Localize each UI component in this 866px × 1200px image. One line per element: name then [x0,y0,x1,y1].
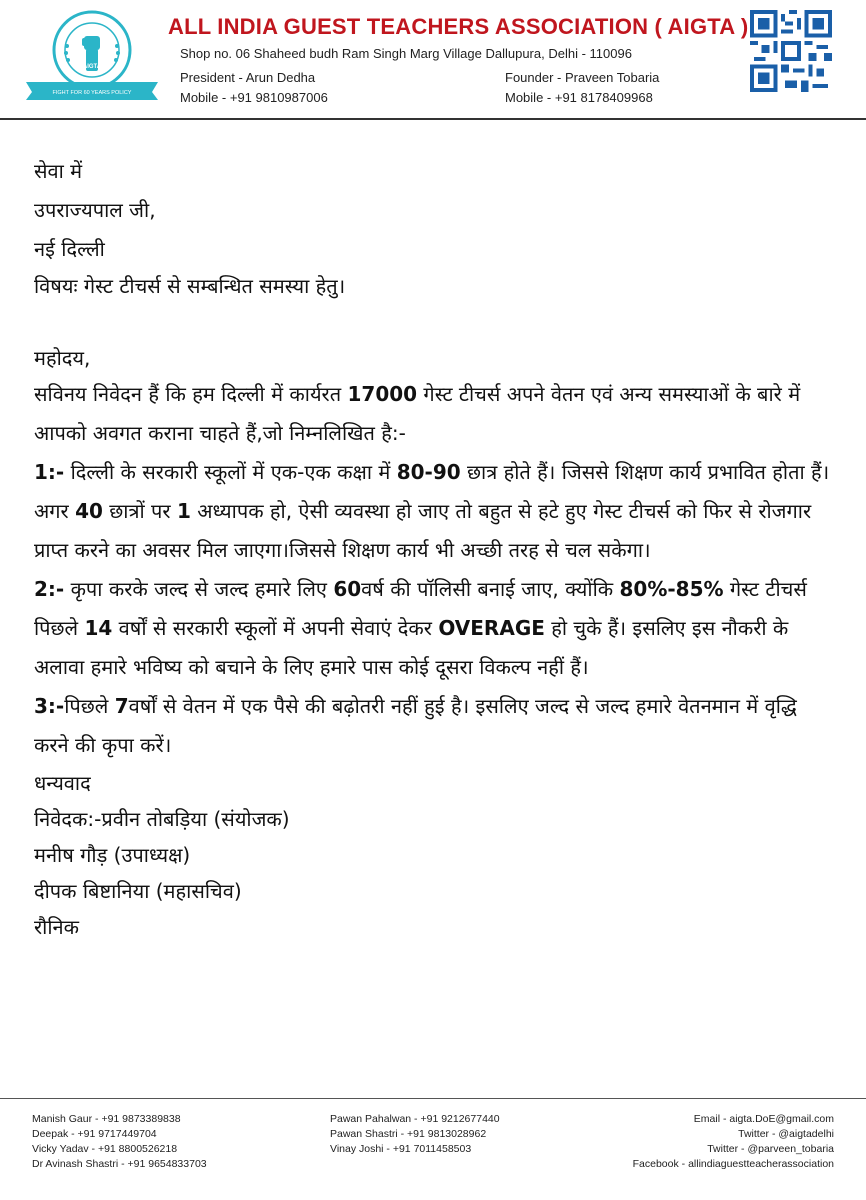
footer-twitter: Twitter - @parveen_tobaria [707,1143,834,1155]
footer-contact: Vicky Yadav - +91 8800526218 [32,1143,178,1155]
founder-mobile: Mobile - +91 8178409968 [505,90,653,105]
footer-contacts-middle [330,1112,500,1157]
svg-text:FIGHT FOR 60 YEARS POLICY: FIGHT FOR 60 YEARS POLICY [52,90,132,96]
footer-contact: Pawan Pahalwan - +91 9212677440 [330,1113,500,1125]
signatory: मनीष गौड़ (उपाध्यक्ष) [34,843,191,867]
thanks: धन्यवाद [34,771,91,795]
letter-body [34,156,834,945]
signatory: रौनिक [34,915,79,939]
subject-line: विषयः गेस्ट टीचर्स से सम्बन्धित समस्या हेतु। [34,274,346,298]
footer-contact: Vinay Joshi - +91 7011458503 [330,1143,472,1155]
aigta-logo [22,8,162,100]
founder-contact [505,68,659,108]
point-1: 1:- दिल्ली के सरकारी स्कूलों में एक-एक कक्षा में 80-90 छात्र होते हैं। जिससे शिक्षण कार्य प्रभावित होता हैं।अगर 40 छात्रों पर 1 अध्यापक हो, ऐसी व्यवस्था हो जाए तो बहुत से हटे हुए गेस्ट टीचर्स को फिर से रोजगार प्राप्त करने का अवसर मिल जाएगा।जिससे शिक्षण कार्य भी अच्छी तरह से चल सकेगा। [34,460,830,562]
footer-social [633,1112,834,1172]
footer-facebook: Facebook - allindiaguestteacherassociation [632,1158,834,1170]
svg-text:AIGTA: AIGTA [82,64,102,70]
footer-twitter: Twitter - @aigtadelhi [738,1128,834,1140]
point-2: 2:- कृपा करके जल्द से जल्द हमारे लिए 60वर्ष की पॉलिसी बनाई जाए, क्योंकि 80%-85% गेस्ट टीचर्स पिछले 14 वर्षों से सरकारी स्कूलों में अपनी सेवाएं देकर OVERAGE हो चुके हैं। इसलिए इस नौकरी के अलावा हमारे भविष्य को बचाने के लिए हमारे पास कोई दूसरा विकल्प नहीं हैं। [34,577,807,679]
signatory: दीपक बिष्टानिया (महासचिव) [34,879,242,903]
footer-contact: Deepak - +91 9717449704 [32,1128,157,1140]
organization-title: ALL INDIA GUEST TEACHERS ASSOCIATION ( AIGTA ) [168,14,749,39]
salutation-to: सेवा में [34,159,83,183]
footer-contact: Dr Avinash Shastri - +91 9654833703 [32,1158,207,1170]
footer-contact: Manish Gaur - +91 9873389838 [32,1113,181,1125]
header-divider [0,118,866,120]
recipient: उपराज्यपाल जी, [34,198,156,222]
footer-contact: Pawan Shastri - +91 9813028962 [330,1128,487,1140]
greeting: महोदय, [34,346,91,370]
intro-paragraph: सविनय निवेदन हैं कि हम दिल्ली में कार्यरत 17000 गेस्ट टीचर्स अपने वेतन एवं अन्य समस्याओं के बारे में आपको अवगत कराना चाहते हैं,जो निम्नलिखित है:- [34,382,801,445]
point-3: 3:-पिछले 7वर्षों से वेतन में एक पैसे की बढ़ोतरी नहीं हुई है। इसलिए जल्द से जल्द हमारे वेतनमान में वृद्धि करने की कृपा करें। [34,694,797,757]
signatory: निवेदक:-प्रवीन तोबड़िया (संयोजक) [34,807,290,831]
president-name: President - Arun Dedha [180,70,316,85]
place: नई दिल्ली [34,237,105,261]
organization-address: Shop no. 06 Shaheed budh Ram Singh Marg Village Dallupura, Delhi - 110096 [180,46,632,61]
letterhead [0,0,866,118]
president-contact [180,68,328,108]
footer-divider [0,1098,866,1099]
footer-email: Email - aigta.DoE@gmail.com [693,1113,834,1125]
president-mobile: Mobile - +91 9810987006 [180,90,328,105]
footer-contacts-left [32,1112,207,1172]
qr-code [750,10,832,92]
founder-name: Founder - Praveen Tobaria [505,70,660,85]
